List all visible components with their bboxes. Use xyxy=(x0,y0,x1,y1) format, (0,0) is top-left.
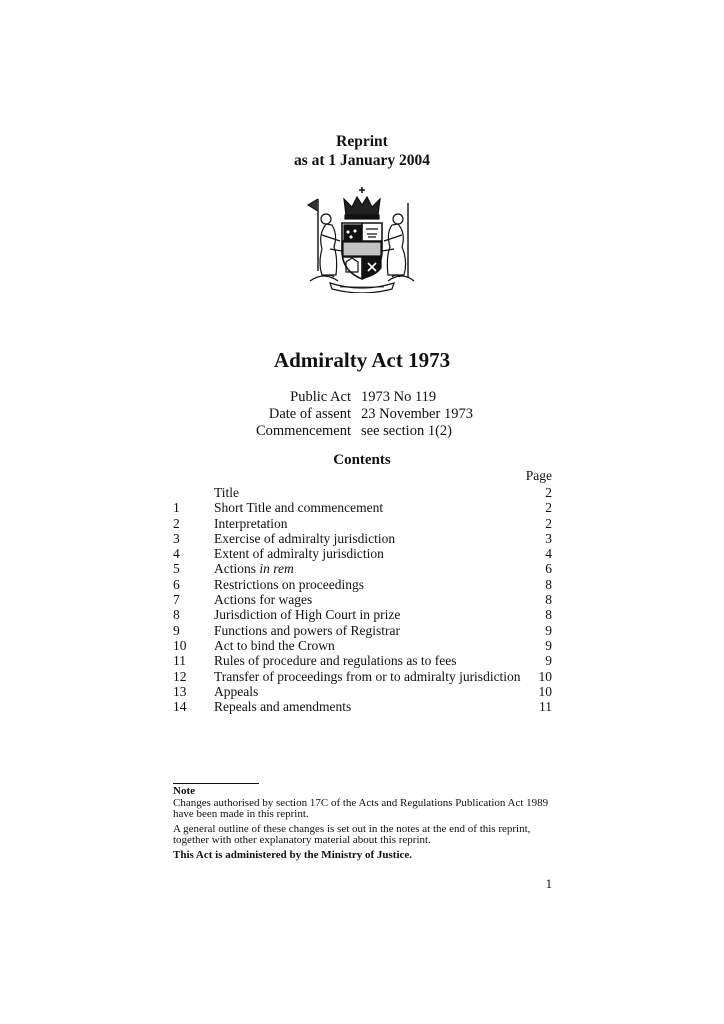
toc-page: 6 xyxy=(545,561,552,577)
contents-heading: Contents xyxy=(333,452,391,468)
administering-ministry: This Act is administered by the Ministry of Justice. xyxy=(173,848,413,861)
toc-number: 7 xyxy=(173,592,180,608)
toc-title[interactable]: Restrictions on proceedings xyxy=(214,576,364,592)
meta-label: Commencement xyxy=(255,423,351,439)
toc-title[interactable]: Repeals and amendments xyxy=(214,699,352,715)
toc-page: 9 xyxy=(545,637,552,653)
meta-row-commencement xyxy=(0,423,724,440)
toc-number: 5 xyxy=(173,561,180,577)
toc-number: 11 xyxy=(173,653,186,669)
reprint-label: Reprint xyxy=(336,133,388,150)
toc-page: 8 xyxy=(545,592,552,608)
reprint-note xyxy=(173,786,558,864)
toc-number: 1 xyxy=(173,500,180,516)
toc-row[interactable] xyxy=(173,607,552,622)
toc-number: 10 xyxy=(173,637,187,653)
toc-row[interactable] xyxy=(173,485,552,500)
reprint-header xyxy=(0,132,724,170)
toc-title[interactable]: Jurisdiction of High Court in prize xyxy=(214,607,401,623)
toc-row[interactable] xyxy=(173,699,552,714)
toc-page: 11 xyxy=(539,699,552,715)
toc-title-italic: in rem xyxy=(259,561,294,577)
toc-page: 9 xyxy=(545,653,552,669)
meta-value: 1973 No 119 xyxy=(361,389,437,405)
toc-title[interactable]: Extent of admiralty jurisdiction xyxy=(214,546,384,562)
toc-row[interactable] xyxy=(173,500,552,515)
note-heading: Note xyxy=(173,785,195,797)
toc-number: 8 xyxy=(173,607,180,623)
toc-row[interactable] xyxy=(173,669,552,684)
toc-row[interactable] xyxy=(173,516,552,531)
toc-number: 13 xyxy=(173,683,187,699)
toc-row[interactable] xyxy=(173,577,552,592)
toc-page: 8 xyxy=(545,607,552,623)
note-paragraph: A general outline of these changes is set out in the notes at the end of this reprint, together with other explanatory material about this reprint. xyxy=(173,822,531,846)
toc-number: 12 xyxy=(173,668,187,684)
toc-title[interactable]: Title xyxy=(214,485,240,500)
toc-title[interactable]: Rules of procedure and regulations as to fees xyxy=(214,653,457,669)
note-paragraph: Changes authorised by section 17C of the Acts and Regulations Publication Act 1989 have been made in this reprint. xyxy=(173,796,549,820)
toc-page: 8 xyxy=(545,576,552,592)
toc-number: 2 xyxy=(173,515,180,531)
toc-number: 4 xyxy=(173,546,180,562)
meta-value: 23 November 1973 xyxy=(361,406,473,422)
toc-title[interactable]: Transfer of proceedings from or to admiralty jurisdiction xyxy=(214,668,521,684)
toc-number: 3 xyxy=(173,530,180,546)
toc-number: 14 xyxy=(173,699,187,715)
toc-title[interactable]: Functions and powers of Registrar xyxy=(214,622,400,638)
toc-number: 6 xyxy=(173,576,180,592)
act-metadata xyxy=(0,389,724,440)
toc-title[interactable]: Short Title and commencement xyxy=(214,500,384,516)
toc-page: 4 xyxy=(545,546,552,562)
meta-label: Date of assent xyxy=(268,406,351,422)
page-number: 1 xyxy=(545,877,552,891)
meta-row-public-act xyxy=(0,389,724,406)
toc-row[interactable] xyxy=(173,638,552,653)
toc-row[interactable] xyxy=(173,592,552,607)
reprint-date: as at 1 January 2004 xyxy=(293,152,431,169)
toc-row[interactable] xyxy=(173,623,552,638)
act-title: Admiralty Act 1973 xyxy=(273,348,451,372)
toc-page: 10 xyxy=(538,683,552,699)
toc-title[interactable] xyxy=(214,561,294,576)
toc-row[interactable] xyxy=(173,546,552,561)
toc-page: 10 xyxy=(538,668,552,684)
toc-row[interactable] xyxy=(173,531,552,546)
toc-page: 3 xyxy=(545,530,552,546)
toc-row[interactable] xyxy=(173,684,552,699)
page-column-label: Page xyxy=(525,468,552,483)
footnote-divider xyxy=(173,783,259,784)
toc-row[interactable] xyxy=(173,561,552,576)
toc-page: 2 xyxy=(545,485,552,500)
toc-title[interactable]: Act to bind the Crown xyxy=(214,637,335,653)
toc-page: 9 xyxy=(545,622,552,638)
coat-of-arms-icon xyxy=(304,185,420,293)
toc-title[interactable]: Actions for wages xyxy=(214,592,313,608)
table-of-contents xyxy=(173,485,552,714)
meta-label: Public Act xyxy=(290,389,351,405)
toc-title-text: Actions xyxy=(214,561,260,577)
toc-title[interactable]: Appeals xyxy=(214,683,259,699)
meta-value: see section 1(2) xyxy=(361,423,452,439)
toc-row[interactable] xyxy=(173,653,552,668)
toc-title[interactable]: Exercise of admiralty jurisdiction xyxy=(214,530,396,546)
toc-number: 9 xyxy=(173,622,180,638)
toc-page: 2 xyxy=(545,515,552,531)
toc-title[interactable]: Interpretation xyxy=(214,515,288,531)
toc-page: 2 xyxy=(545,500,552,516)
meta-row-date-of-assent xyxy=(0,406,724,423)
